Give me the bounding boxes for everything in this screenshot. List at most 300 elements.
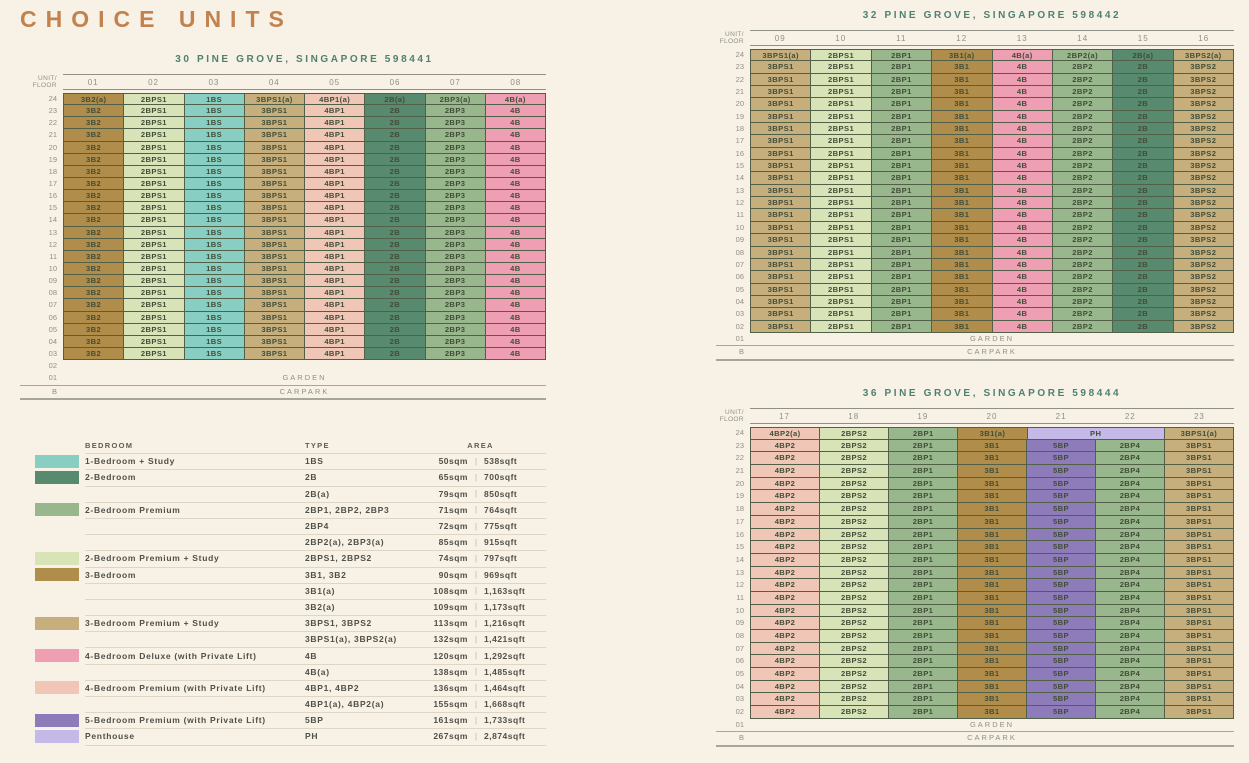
unit-cell: 3B2 [64, 336, 124, 348]
unit-cell: 4BP2 [751, 567, 820, 580]
floor-number: 05 [735, 284, 744, 294]
unit-cell: 4BP1 [305, 348, 365, 360]
unit-cell: 2BP1 [872, 209, 932, 221]
unit-cells-row [750, 61, 1234, 73]
floor-row [716, 693, 1234, 706]
unit-cell: 3BPS1 [751, 74, 811, 86]
floor-row [20, 239, 546, 251]
unit-cell: 3B2 [64, 275, 124, 287]
legend-area-sqft: 1,163sqft [484, 585, 526, 596]
unit-cell: 2BP2 [1053, 160, 1113, 172]
unit-cell: 4B [486, 178, 546, 190]
unit-cell: 2BP1 [872, 247, 932, 259]
floor-number: 18 [735, 504, 744, 514]
unit-cell: 2B [365, 275, 425, 287]
unit-cells-row [750, 271, 1234, 283]
unit-cell: 3BPS1 [245, 190, 305, 202]
unit-cell: 4BP1 [305, 239, 365, 251]
unit-cell: 2BP1 [889, 465, 958, 478]
unit-cell: 2BP2 [1053, 234, 1113, 246]
unit-cell: 2BPS2 [820, 579, 889, 592]
unit-column-number: 21 [1055, 411, 1067, 421]
floor-number: 05 [735, 669, 744, 679]
unit-cell: 4B [993, 86, 1053, 98]
unit-column-number: 15 [1137, 33, 1149, 43]
unit-cell: 4B [486, 105, 546, 117]
unit-cells-row [750, 427, 1234, 440]
unit-cell: 2BPS1 [811, 308, 871, 320]
unit-cell: 2BP3(a) [426, 94, 486, 105]
unit-cell: 1BS [185, 336, 245, 348]
unit-cell: 3BPS1 [751, 172, 811, 184]
floor-row [716, 346, 1234, 361]
unit-cell: 2B [1113, 271, 1173, 283]
unit-cells-row [63, 93, 546, 105]
unit-cell: 2BPS1 [811, 234, 871, 246]
unit-cell: 3BPS1 [245, 214, 305, 226]
unit-cell: 2BPS2 [820, 668, 889, 681]
floor-number: 22 [735, 453, 744, 463]
unit-cell: 2BP4 [1096, 668, 1165, 681]
unit-cell: 2B [1113, 148, 1173, 160]
floor-number: 15 [735, 542, 744, 552]
legend-area-divider: | [474, 699, 478, 709]
unit-cell: 3B2 [64, 287, 124, 299]
unit-cell: 2BP1 [872, 284, 932, 296]
unit-cell: 2BPS2 [820, 693, 889, 706]
unit-cell: 2B [1113, 296, 1173, 308]
floor-row [20, 263, 546, 275]
floor-number: 16 [735, 148, 744, 158]
unit-cell: 2B [1113, 185, 1173, 197]
floor-number: 20 [48, 142, 57, 152]
unit-cell: 2BPS1 [811, 111, 871, 123]
unit-cell: 2BP2 [1053, 148, 1113, 160]
unit-cell: 4B [486, 348, 546, 360]
unit-cell: 2BP3 [426, 154, 486, 166]
unit-cell: 3B1 [932, 123, 992, 135]
legend-color-swatch [35, 730, 79, 743]
unit-cells-row [750, 452, 1234, 465]
unit-cell: 2B [1113, 321, 1173, 333]
unit-cell: 2BP1 [872, 61, 932, 73]
unit-floor-label-line: UNIT/ [38, 75, 57, 82]
floor-number: 03 [735, 694, 744, 704]
unit-cell: 1BS [185, 287, 245, 299]
unit-cell: 2BP4 [1096, 693, 1165, 706]
unit-cells-row [750, 643, 1234, 656]
unit-cell: 4BP2 [751, 706, 820, 719]
unit-cell: 3BPS2 [1174, 111, 1234, 123]
unit-floor-label [716, 30, 750, 46]
unit-cell: 5BP [1027, 440, 1096, 453]
floor-number: 22 [48, 118, 57, 128]
floor-number: 04 [735, 681, 744, 691]
unit-cell: 2BP3 [426, 142, 486, 154]
unit-cell: 3BPS1 [245, 154, 305, 166]
unit-cell: 4B [993, 160, 1053, 172]
building-36-stacking-plan [716, 388, 1234, 747]
legend-area-sqft: 700sqft [484, 472, 518, 483]
unit-cell: 4B [993, 284, 1053, 296]
unit-cell: 2B [1113, 259, 1173, 271]
floor-number: 21 [735, 87, 744, 97]
unit-cell: 2BP4 [1096, 630, 1165, 643]
unit-cell: 3B2 [64, 312, 124, 324]
unit-cell: 5BP [1027, 630, 1096, 643]
unit-cells-row [750, 503, 1234, 516]
unit-cell: 2BPS1 [124, 142, 184, 154]
unit-column-number: 08 [510, 77, 522, 87]
floor-number: 18 [48, 166, 57, 176]
legend-row [35, 631, 546, 647]
unit-cell: 4B [993, 247, 1053, 259]
unit-cell: 5BP [1027, 478, 1096, 491]
unit-cell: 3BPS1 [751, 284, 811, 296]
unit-cell: 2B [1113, 209, 1173, 221]
legend-type-code: 3B1, 3B2 [305, 569, 347, 580]
legend-row [35, 647, 546, 663]
unit-cell: 3B2 [64, 105, 124, 117]
unit-cell: 3BPS1 [1165, 643, 1234, 656]
unit-cell: 3B1 [932, 308, 992, 320]
floor-band-label: GARDEN [969, 333, 1015, 343]
legend-swatch-cell [35, 631, 85, 647]
unit-cell: 3BPS1 [1165, 452, 1234, 465]
floor-number: 17 [735, 516, 744, 526]
legend-area-sqm: 108sqm [433, 585, 468, 596]
legend-type-code: 3BPS1, 3BPS2 [305, 618, 372, 629]
unit-cell: 2BP4 [1096, 516, 1165, 529]
unit-cell: 2BPS2 [820, 428, 889, 440]
floor-row [716, 284, 1234, 296]
unit-cell: 4BP1 [305, 275, 365, 287]
floor-row [20, 251, 546, 263]
unit-cell: 4B [993, 271, 1053, 283]
unit-column-number: 02 [148, 77, 160, 87]
unit-cell: 2B [1113, 197, 1173, 209]
unit-column-number: 19 [917, 411, 929, 421]
unit-cell: 2BP2 [1053, 197, 1113, 209]
floor-row [716, 209, 1234, 221]
legend-row [35, 469, 546, 485]
unit-cell: 4BP1 [305, 142, 365, 154]
unit-cell: 2BPS1 [124, 275, 184, 287]
unit-cell: 2BP2 [1053, 135, 1113, 147]
unit-cell: 2B [365, 178, 425, 190]
unit-cell: 5BP [1027, 541, 1096, 554]
unit-cell: 2BP3 [426, 299, 486, 311]
unit-cell: 2BP3 [426, 348, 486, 360]
legend-type-code: 3B1(a) [305, 585, 336, 596]
floor-number: 03 [735, 309, 744, 319]
unit-cell: 2B [1113, 74, 1173, 86]
unit-cell: 4BP2 [751, 516, 820, 529]
unit-cell: 2BP1 [872, 148, 932, 160]
unit-cell: 3BPS1 [751, 247, 811, 259]
legend-area-sqft: 797sqft [484, 553, 518, 564]
unit-cell: 3B1 [932, 185, 992, 197]
unit-cell: 2BPS2 [820, 503, 889, 516]
unit-cell: 3BPS1 [245, 142, 305, 154]
unit-cell: 3B2 [64, 190, 124, 202]
unit-cell: 2BP2(a) [1053, 50, 1113, 61]
floor-row [716, 74, 1234, 86]
floor-row [716, 605, 1234, 618]
unit-cell: 2BPS2 [820, 617, 889, 630]
unit-cells-row [63, 154, 546, 166]
unit-cell: 3B1 [958, 567, 1027, 580]
unit-cell: 2B [1113, 160, 1173, 172]
stack-plan-header [20, 74, 546, 90]
floor-row [20, 142, 546, 154]
floor-row [716, 529, 1234, 542]
unit-cell: 5BP [1027, 579, 1096, 592]
legend-row-content [85, 647, 546, 664]
legend-area-divider: | [474, 715, 478, 725]
floor-row [716, 592, 1234, 605]
unit-cell: 2B [1113, 247, 1173, 259]
unit-cell: 3BPS1 [751, 98, 811, 110]
unit-column-number: 05 [329, 77, 341, 87]
legend-row-content [85, 502, 546, 519]
unit-cell: 4BP1 [305, 190, 365, 202]
floor-number: 06 [48, 312, 57, 322]
floor-number: 06 [735, 272, 744, 282]
unit-cell: 3B1 [958, 503, 1027, 516]
unit-cell: 4BP1 [305, 178, 365, 190]
unit-cell: 2BPS2 [820, 440, 889, 453]
floor-number: 18 [735, 124, 744, 134]
legend-area-sqft: 1,668sqft [484, 699, 526, 710]
unit-cells-row [750, 185, 1234, 197]
unit-cell: 4BP2 [751, 592, 820, 605]
unit-cell: 3BPS1 [245, 299, 305, 311]
unit-cell: 3BPS1 [245, 129, 305, 141]
legend-area-sqm: 120sqm [433, 650, 468, 661]
floor-number: 15 [48, 203, 57, 213]
unit-cell: 3BPS1 [245, 348, 305, 360]
legend-color-swatch [35, 681, 79, 694]
legend-swatch-cell [35, 680, 85, 696]
unit-cells-row [63, 251, 546, 263]
unit-cell: 2B [1113, 308, 1173, 320]
unit-cell: 3BPS2 [1174, 148, 1234, 160]
unit-column-number: 23 [1193, 411, 1205, 421]
unit-cell: 2BP4 [1096, 529, 1165, 542]
legend-bedroom-label: 1-Bedroom + Study [85, 456, 176, 467]
floor-row [20, 202, 546, 214]
unit-cell: 4BP2 [751, 465, 820, 478]
unit-cell: 3B1 [932, 135, 992, 147]
unit-cell: 5BP [1027, 529, 1096, 542]
unit-column-number: 10 [835, 33, 847, 43]
unit-cell: 2BPS1 [811, 296, 871, 308]
unit-cell: 1BS [185, 105, 245, 117]
legend-swatch-cell [35, 567, 85, 583]
unit-cell: 1BS [185, 251, 245, 263]
unit-cell: 2BPS2 [820, 605, 889, 618]
unit-cell: 2BP1 [872, 271, 932, 283]
unit-cell: 2BPS1 [124, 251, 184, 263]
floor-number: 21 [735, 466, 744, 476]
unit-cell: 4B [993, 308, 1053, 320]
unit-cell: 2BP3 [426, 117, 486, 129]
unit-cell: 2BP1 [872, 296, 932, 308]
unit-cell: 3B1 [958, 490, 1027, 503]
floor-number: 06 [735, 656, 744, 666]
unit-cell: 3BPS1 [751, 308, 811, 320]
floor-number: 02 [48, 361, 57, 371]
floor-number: 24 [48, 94, 57, 103]
unit-cell: 2BP2 [1053, 74, 1113, 86]
unit-cell: 2BPS1 [124, 190, 184, 202]
unit-cells-row [750, 529, 1234, 542]
building-title: 36 PINE GROVE, SINGAPORE 598444 [862, 388, 1122, 399]
floor-band-label: CARPARK [279, 386, 330, 396]
floor-row [716, 681, 1234, 694]
legend-area-sqm: 161sqm [433, 715, 468, 726]
unit-cell: 3B1 [958, 592, 1027, 605]
unit-cell: 2BPS2 [820, 452, 889, 465]
unit-cell: 3B2 [64, 154, 124, 166]
unit-cell: 3BPS1 [245, 178, 305, 190]
legend-swatch-cell [35, 615, 85, 631]
unit-cell: 3B1 [958, 516, 1027, 529]
legend-area-sqm: 109sqm [433, 601, 468, 612]
legend-bedroom-label: Penthouse [85, 731, 135, 742]
unit-cell: 3BPS1(a) [245, 94, 305, 105]
unit-cell: 5BP [1027, 681, 1096, 694]
unit-cell: 4B [486, 263, 546, 275]
unit-cell: 3BPS1 [751, 321, 811, 333]
unit-cell: 4B [993, 98, 1053, 110]
unit-cell: 2BP3 [426, 287, 486, 299]
unit-type-legend [35, 437, 546, 745]
unit-cell: 3BPS1 [1165, 681, 1234, 694]
unit-cell: 4B [486, 251, 546, 263]
floor-row [716, 541, 1234, 554]
unit-cell: 3B1 [932, 86, 992, 98]
floor-number: 24 [735, 428, 744, 437]
unit-cell: 3BPS1 [245, 105, 305, 117]
unit-cell: 3BPS1(a) [751, 50, 811, 61]
unit-cell: 4B(a) [486, 94, 546, 105]
unit-cell: 3B1 [932, 74, 992, 86]
floor-number: 13 [735, 567, 744, 577]
legend-type-code: 1BS [305, 456, 324, 467]
unit-cell: 3B2 [64, 263, 124, 275]
legend-color-swatch [35, 552, 79, 565]
unit-cell: 2B [365, 287, 425, 299]
unit-cell: 2BPS1 [811, 135, 871, 147]
unit-cell: 4BP2 [751, 579, 820, 592]
floor-number: 11 [736, 210, 744, 220]
unit-cell: 2B [365, 299, 425, 311]
unit-cell: 2BPS2 [820, 655, 889, 668]
unit-cell: 4B [993, 197, 1053, 209]
legend-row [35, 664, 546, 680]
unit-cell: 2BP4 [1096, 681, 1165, 694]
unit-cell: 4BP1 [305, 287, 365, 299]
unit-cell: 3B1(a) [958, 428, 1027, 440]
legend-type-code: 4BP1(a), 4BP2(a) [305, 699, 385, 710]
unit-cell: 1BS [185, 324, 245, 336]
floor-row [716, 333, 1234, 347]
unit-cell: 3BPS1 [1165, 668, 1234, 681]
unit-cell: 2B [1113, 111, 1173, 123]
unit-cell: 2BP1 [872, 135, 932, 147]
unit-cell: 2BP2 [1053, 185, 1113, 197]
floor-number: 11 [736, 592, 744, 602]
floor-row [716, 247, 1234, 259]
unit-cell: 2BP1 [889, 440, 958, 453]
unit-cell: 3B1 [958, 617, 1027, 630]
floor-number: 12 [735, 580, 744, 590]
unit-cell: 3B2 [64, 214, 124, 226]
floor-row [716, 111, 1234, 123]
unit-cell: 2BPS2 [820, 478, 889, 491]
unit-cells-row [750, 541, 1234, 554]
unit-cell: 4BP1 [305, 129, 365, 141]
floor-row [716, 172, 1234, 184]
unit-cell: 3BPS2 [1174, 321, 1234, 333]
unit-cell: 2BP1 [889, 630, 958, 643]
legend-area-divider: | [474, 634, 478, 644]
legend-swatch-cell [35, 583, 85, 599]
unit-cell: 2B [1113, 98, 1173, 110]
unit-cell: 4B [993, 148, 1053, 160]
unit-cell: 2BPS1 [124, 336, 184, 348]
unit-cell: 3BPS1 [751, 160, 811, 172]
unit-cell: 3B2 [64, 117, 124, 129]
unit-cell: 2BP1 [872, 74, 932, 86]
unit-cell: 3BPS1 [751, 296, 811, 308]
unit-cell: 1BS [185, 348, 245, 360]
unit-cells-row [63, 336, 546, 348]
unit-cell: 4B [486, 275, 546, 287]
floor-row [716, 197, 1234, 209]
unit-cells-row [750, 478, 1234, 491]
unit-cell: 3BPS2 [1174, 172, 1234, 184]
unit-cell: 2BP1 [872, 50, 932, 61]
unit-cell: 2BPS1 [811, 259, 871, 271]
unit-cell: 4BP2 [751, 541, 820, 554]
unit-cell: 5BP [1027, 490, 1096, 503]
legend-area-sqft: 1,173sqft [484, 601, 526, 612]
unit-cell: 1BS [185, 299, 245, 311]
legend-header-area: AREA [467, 440, 494, 450]
floor-number: 19 [735, 111, 744, 121]
unit-column-numbers [750, 408, 1234, 424]
unit-cell: 5BP [1027, 655, 1096, 668]
unit-column-number: 01 [87, 77, 99, 87]
unit-floor-label [20, 74, 63, 90]
legend-area-sqft: 2,874sqft [484, 731, 526, 742]
unit-cells-row [750, 668, 1234, 681]
unit-cell: 3BPS1 [245, 275, 305, 287]
unit-cell: 4B [486, 299, 546, 311]
unit-cell: 2BP2 [1053, 61, 1113, 73]
unit-cell: 3B1 [932, 284, 992, 296]
legend-row [35, 486, 546, 502]
floor-number: 01 [48, 373, 57, 383]
unit-cell: 2BP1 [889, 428, 958, 440]
unit-cell: 2BP4 [1096, 541, 1165, 554]
unit-cell: 3B2 [64, 142, 124, 154]
unit-cell: 4BP2 [751, 490, 820, 503]
legend-type-code: 5BP [305, 715, 324, 726]
